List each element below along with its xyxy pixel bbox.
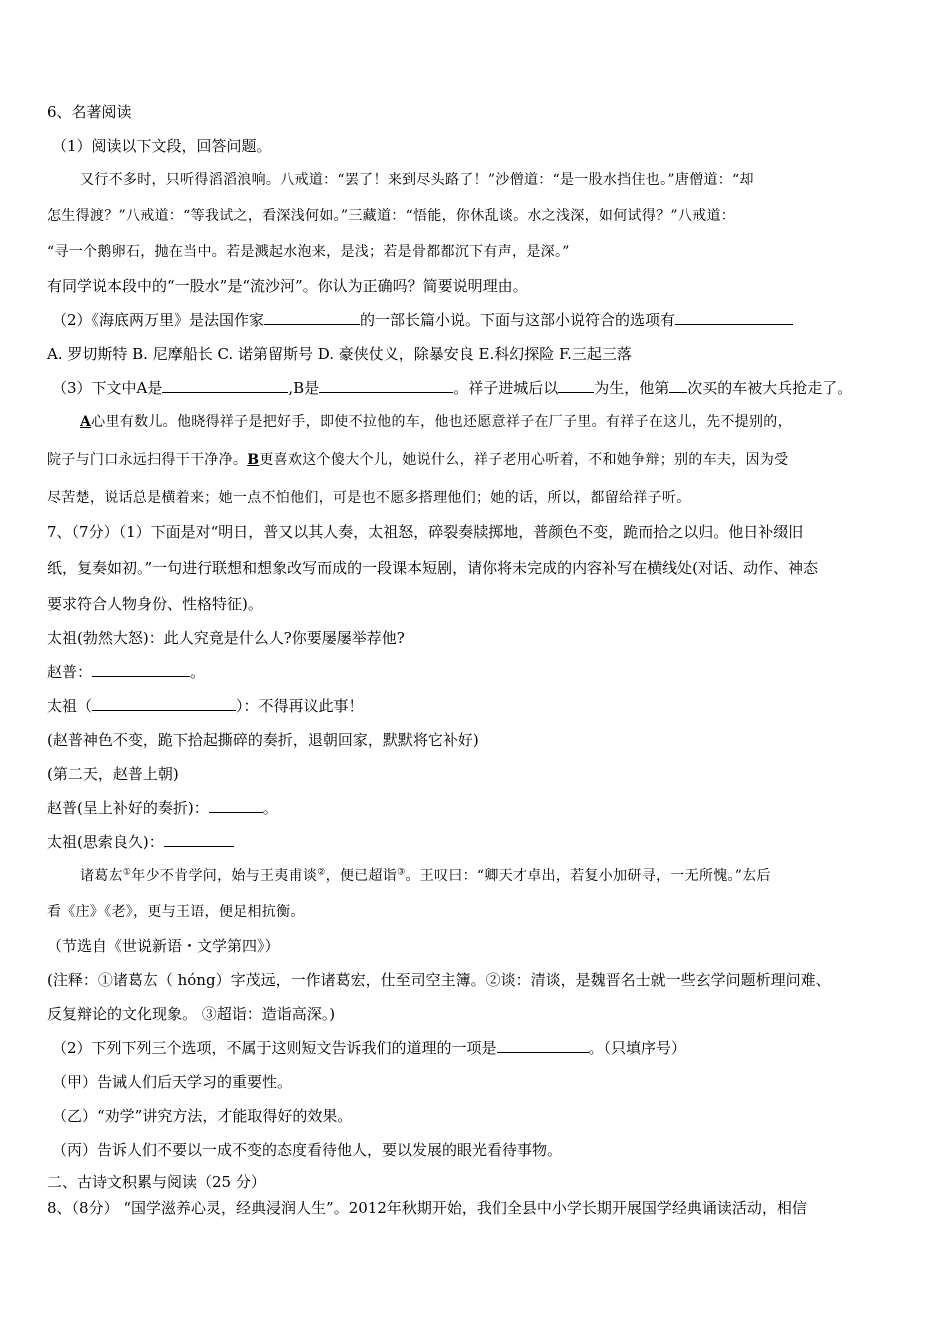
options-blank[interactable] [675, 310, 793, 325]
q6-part2-mid: 的一部长篇小说。下面与这部小说符合的选项有 [360, 311, 676, 329]
q6-part2-line [52, 310, 910, 330]
passage-text: 院子与门口永远扫得干干净净。 [47, 452, 248, 468]
note-marker: ③ [397, 867, 406, 878]
q6-part3-mid2: 为生，他第 [594, 379, 670, 397]
option-line: （甲）告诫人们后天学习的重要性。 [52, 1073, 293, 1091]
script-line [47, 832, 910, 852]
q6-heading: 6、名著阅读 [47, 103, 132, 121]
option-line: （丙）告诉人们不要以一成不变的态度看待他人，要以发展的眼光看待事物。 [52, 1141, 563, 1159]
q6-part3-passage-line [47, 450, 910, 470]
b-blank[interactable] [319, 378, 453, 393]
classical-text-line: 看《庄》《老》，更与王语，便足相抗衡。 [47, 904, 305, 920]
speaker: 太祖(思索良久)： [47, 833, 164, 851]
a-blank[interactable] [162, 378, 288, 393]
punct: 。 [190, 663, 206, 681]
classical-text: 。王叹曰：“卿天才卓出，若复小加研寻，一无所愧。”厷后 [405, 868, 771, 884]
note-marker: ② [317, 867, 326, 878]
mark-a: A [80, 414, 92, 430]
q6-passage-line: 又行不多时，只听得滔滔浪响。八戒道：“罢了！来到尽头路了！”沙僧道：“是一股水挡住也。”唐僧道：“却 [80, 172, 754, 188]
q6-part3-b-label: ,B是 [288, 379, 320, 397]
q6-part3-suffix: 次买的车被大兵抢走了。 [687, 379, 853, 397]
q7-part2-line [52, 1038, 910, 1058]
classical-text: ，便已超诣 [325, 868, 398, 884]
mark-b: B [247, 452, 260, 468]
q6-part3-mid1: 。祥子进城后以 [453, 379, 559, 397]
q6-passage-line: 怎生得渡？”八戒道：“等我试之，看深浅何如。”三藏道：“悟能，你休乱谈。水之浅深，如何试得？”八戒道： [47, 208, 736, 224]
classical-text-line [80, 866, 910, 886]
passage-text: 心里有数儿。他晓得祥子是把好手，即使不拉他的车，他也还愿意祥子在厂子里。有祥子在这儿，先不提别的， [91, 414, 792, 430]
q6-part3-passage-line [80, 412, 910, 432]
speaker: 太祖（ [47, 697, 93, 715]
classical-notes-line: 反复辩论的文化现象。 ③超诣：造诣高深。) [47, 1005, 336, 1023]
question-text: 。（只填序号） [588, 1039, 687, 1057]
q6-passage-line: “寻一个鹅卵石，抛在当中。若是溅起水泡来，是浅；若是骨都都沉下有声，是深。” [47, 244, 570, 260]
q6-part2-options: A. 罗切斯特 B. 尼摩船长 C. 诺第留斯号 D. 豪侠仗义，除暴安良 E.科幻探险 F.三起三落 [47, 345, 632, 363]
classical-source: （节选自《世说新语・文学第四》） [47, 937, 280, 955]
note-marker: ① [122, 867, 132, 878]
classical-text: 年少不肯学问，始与王夷甫谈 [131, 868, 318, 884]
speaker: 赵普(呈上补好的奏折)： [47, 799, 209, 817]
passage-text: 更喜欢这个傻大个儿，她说什么，祥子老用心听着，不和她争辩；别的车夫，因为受 [259, 452, 789, 468]
q6-part3-line [52, 378, 910, 398]
speaker: 赵普： [47, 663, 93, 681]
q6-part3-prefix: （3）下文中A是 [52, 379, 163, 397]
dialogue: ）：不得再议此事！ [236, 697, 364, 715]
script-line: (赵普神色不变，跪下拾起撕碎的奏折，退朝回家，默默将它补好) [47, 731, 479, 749]
author-blank[interactable] [264, 310, 360, 325]
classical-text: 诸葛厷 [80, 868, 123, 884]
option-line: （乙）“劝学”讲究方法，才能取得好的效果。 [52, 1107, 353, 1125]
script-line: (第二天，赵普上朝) [47, 765, 179, 783]
q6-part1-prompt: （1）阅读以下文段，回答问题。 [52, 137, 272, 155]
taizu-manner-blank[interactable] [92, 696, 236, 711]
taizu-final-blank[interactable] [164, 832, 234, 847]
q7-intro-line: 要求符合人物身份、性格特征)。 [47, 595, 263, 613]
punct: 。 [262, 799, 278, 817]
q8-text: 8、（8分） “国学滋养心灵，经典浸润人生”。2012年秋期开始，我们全县中小学长期开展国学经典诵读活动，相信 [47, 1199, 807, 1217]
zhaopu-reply-blank[interactable] [92, 662, 190, 677]
q6-part3-passage-line: 尽苦楚，说话总是横着来；她一点不怕他们，可是也不愿多搭理他们；她的话，所以，都留给祥子听。 [47, 490, 691, 506]
q7-intro-line: 纸，复奏如初。”一句进行联想和想象改写而成的一段课本短剧，请你将未完成的内容补写在横线处(对话、动作、神态 [47, 559, 819, 577]
script-line [47, 696, 910, 716]
count-blank[interactable] [669, 378, 687, 393]
q6-part1-question: 有同学说本段中的“一股水”是“流沙河”。你认为正确吗？简要说明理由。 [47, 277, 528, 295]
answer-blank[interactable] [497, 1038, 589, 1053]
q6-part2-prefix: （2）《海底两万里》是法国作家 [52, 311, 265, 329]
script-line [47, 798, 910, 818]
question-text: （2）下列下列三个选项，不属于这则短文告诉我们的道理的一项是 [52, 1039, 497, 1057]
section-heading: 二、古诗文积累与阅读（25 分） [47, 1173, 266, 1191]
zhaopu-memorial-blank[interactable] [209, 798, 263, 813]
script-line [47, 662, 910, 682]
script-line: 太祖(勃然大怒)：此人究竟是什么人?你要屡屡举荐他? [47, 629, 405, 647]
classical-notes-line: (注释：①诸葛厷（ hóng）字茂远，一作诸葛宏，仕至司空主簿。②谈：清谈，是魏晋名士就一些玄学问题析理问难、 [47, 971, 831, 989]
living-blank[interactable] [558, 378, 594, 393]
q7-intro-line: 7、（7分）（1）下面是对“明日，普又以其人奏，太祖怒，碎裂奏牍掷地，普颜色不变，跪而拾之以归。他日补缀旧 [47, 523, 804, 541]
